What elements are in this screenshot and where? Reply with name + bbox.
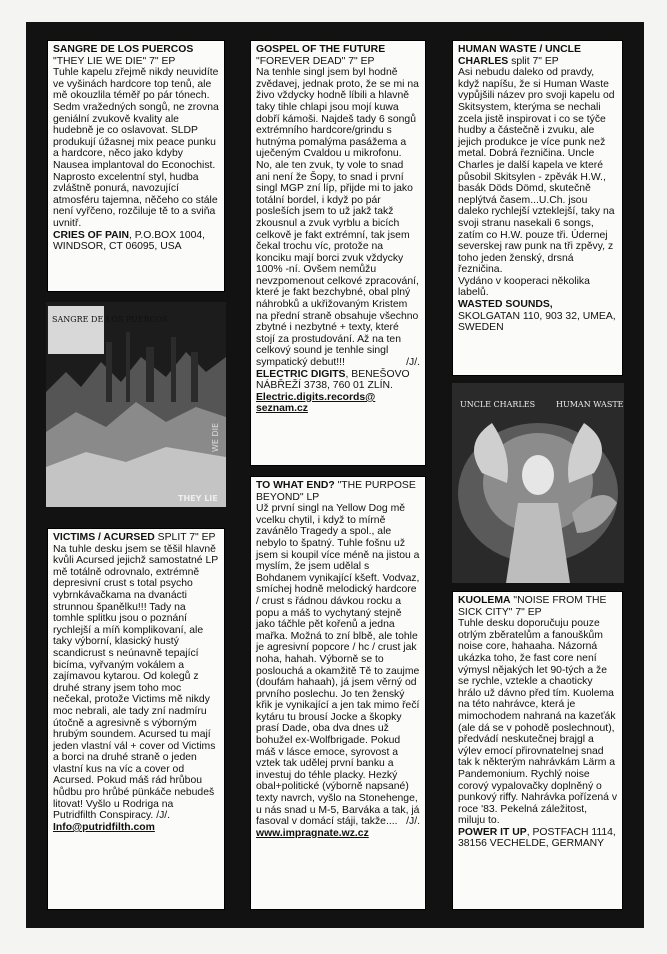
label-name: ELECTRIC DIGITS bbox=[256, 368, 346, 380]
cover-illustration bbox=[452, 383, 624, 583]
cover-illustration bbox=[46, 302, 226, 507]
review-title: VICTIMS / ACURSED bbox=[53, 532, 155, 543]
review-sangre bbox=[47, 40, 225, 292]
cover-side-text: WE DIE bbox=[211, 422, 220, 452]
album-cover-sangre bbox=[46, 302, 226, 507]
review-signature: /J/. bbox=[156, 810, 171, 822]
review-subtitle: "THEY LIE WE DIE" 7" EP bbox=[53, 55, 176, 67]
review-signature: /J/. bbox=[406, 816, 420, 828]
review-victims bbox=[47, 528, 225, 910]
review-kuolema bbox=[452, 591, 623, 910]
review-title: HUMAN WASTE / UNCLE CHARLES bbox=[458, 44, 581, 67]
review-subtitle: split 7" EP bbox=[508, 55, 559, 67]
review-subtitle: SPLIT 7" EP bbox=[154, 532, 216, 543]
label-website[interactable]: www.impragnate.wz.cz bbox=[256, 827, 369, 839]
review-body: Tuhle desku doporučuju pouze otrlým zběratelům a fanouškům noise core, hahaaha. Názorná ukázka toho, že fast core není výmysl nějakých let 90-tých a že se rychle, vztekle a chaoticky hrálo už dávno před tím. Kuolema na této nahrávce, která je mimochodem nahraná na kazeťák (ale dá se v pohodě poslechnout), předvádí neskutečnej brajgl a výlev emocí přirovnatelnej snad tak k některým nahrávkám Lärm a Pandemonium. Rychlý noise corový vypalovačky doplněný o punkový riffy. Nahrávka pořízená v roce '83. Pekelná záležitost, miluju to. bbox=[458, 618, 618, 827]
review-subtitle: "FOREVER DEAD" 7" EP bbox=[256, 55, 375, 67]
review-title: TO WHAT END? bbox=[256, 480, 335, 491]
cover-logo-left: UNCLE CHARLES bbox=[460, 400, 536, 409]
review-title: GOSPEL OF THE FUTURE bbox=[256, 44, 386, 55]
review-title: SANGRE DE LOS PUERCOS bbox=[53, 44, 194, 55]
review-to-what-end bbox=[250, 476, 426, 910]
label-address: , P.O.BOX 1004, WINDSOR, CT 06095, USA bbox=[53, 229, 206, 253]
review-body: Asi nebudu daleko od pravdy, když napíšu, že si Human Waste vypůjšili název pro svoji kapelu od Skitsystem, kterýma se nechali zcela jistě inspirovat i co se týče hudby a částečně i zvuku, ale jejich produkce je více punk než metal. Dobrá řezničina. Uncle Charles je další kapela ve které působil Skitsylen - zpěvák H.W., basák Döds Dömd, skutečně neplýtvá časem...U.Ch. jsou daleko rychlejší vzteklejší, taky na svoji stranu nasekali 6 songs, zatím co H.W. pouze tři. Údernej severskej raw punk na tři zpěvy, z toho jeden ženský, drsná řezničina. bbox=[458, 67, 615, 276]
review-body: Už první singl na Yellow Dog mě vcelku chytil, i když to mírně zavánělo Tragedy a spol., ale nebylo to špatný. Tuhle fošnu už jsem si koupil více méně na jistou a myslím, že jsem udělal s Bohdanem vynikající kšeft. Vodvaz, smíchej hodně melodický hardcore / crust s řádnou dávkou rocku a popu a máš to vychytaný stejně jako táčhle pět kořenů a jedna mařka. Možná to zní blbě, ale tohle je agresivní popcore / hc / crust jak noha, hahah. Výborně se to poslouchá a okamžitě Tě to zaujme (doufám hahaah), já jsem věrný od prvního poslechu. Jo ten ženský křik je vynikající a jen tak mimo řečí kytáru tu brousí Jocke a škopky prasí Dade, oba dva dnes už bohužel ex-Wolfbrigade. Pokud máš v lásce emoce, syrovost a vztek tak udělej první banku a investuj do téhle placky. Hezký obal+politické (výborně napsané) texty navrch, vyšlo na Stonehenge, u nás snad u M-5, Barváka a tak, já fasoval v domácí stáji, takže.... bbox=[256, 503, 420, 828]
review-gospel bbox=[250, 40, 426, 466]
review-note: Vydáno v kooperaci několika labelů. bbox=[458, 275, 590, 299]
review-title: KUOLEMA bbox=[458, 595, 511, 606]
album-cover-human-waste bbox=[452, 383, 624, 583]
label-name: CRIES OF PAIN bbox=[53, 229, 130, 241]
cover-logo: SANGRE DE LOS PUERCOS bbox=[52, 315, 168, 324]
label-email[interactable]: Electric.digits.records@ seznam.cz bbox=[256, 391, 376, 415]
cover-bottom-text: THEY LIE bbox=[178, 494, 218, 503]
review-subtitle: "NOISE FROM THE SICK CITY" 7" EP bbox=[458, 595, 607, 618]
review-body: Na tenhle singl jsem byl hodně zvědavej, jednak proto, že se mi na živo vždycky hodně líbili a hlavně taky tihle chlapi jsou mojí kuwa dobří kámoši. Najdeš tady 6 songů extrémního hardcore/grindu s hutnýma pomalýma pasážema a uječeným Cvaldou u mikrofonu. No, ale ten zvuk, ty vole to snad ani není že Šopy, to snad i první singl MGP zní líp, přijde mi to jako totální bordel, i když po pár posleších jsem to už jakž takž zkousnul a zvuk vyrblu a bicích celkově je fakt extrémní, tak jsem čekal trochu víc, protože na konciku mají borci zvuk vždycky 100% -ní. Ovšem nemůžu nevzpomenout celkové zpracování, které je fakt bezchybné, obal plný náhrobků a ukřižovaným Kristem na přední straně obsahuje všechno zbytné i nezbytné + texty, které stojí za prostudování. Až na ten celkový sound je tenhle singl sympatický debut!!! bbox=[256, 67, 419, 369]
review-body: Na tuhle desku jsem se těšil hlavně kvůli Acursed jejichž samostatné LP mě totálně odrovnalo, extrémně depresivní crust s total psycho vybrnkávačkama na dvanácti strunnou španělku!!! Tady na tomhle splitku jsou o poznání rychlejší a míň komplikovaní, ale taky výborní, klasický hustý scandicrust s neúnavně tepající bicíma, vyřvaným vokálem a zajímavou kytarou. Od kolegů z druhé strany jsem toho moc nečekal, protože Victims mě nikdy moc nebrali, ale tady zní nadmíru útočně a agresivně s výborným hrubým soundem. Acursed tu mají jeden vlastní vál + cover od Victims a borci na druhé straně o jeden vlastní kus na víc a cover od Acursed. Pokud máš rád hrůbou hůdbu pro hrůbé pünkáče nebudeš litovat! Vyšlo u Rodriga na Putridfilth Conspiracy. bbox=[53, 543, 218, 822]
label-email[interactable]: Info@putridfilth.com bbox=[53, 821, 155, 833]
review-signature: /J/. bbox=[406, 357, 420, 369]
review-subtitle: "THE PURPOSE BEYOND" LP bbox=[256, 480, 416, 503]
label-address: , POSTFACH 1114, 38156 VECHELDE, GERMANY bbox=[458, 826, 616, 850]
review-human-waste bbox=[452, 40, 623, 376]
cover-logo-right: HUMAN WASTE bbox=[556, 400, 624, 409]
label-address: SKOLGATAN 110, 903 32, UMEA, SWEDEN bbox=[458, 310, 616, 334]
review-body: Tuhle kapelu zřejmě nikdy neuvidíte ve vyšinách hardcore top tenů, ale mě okouzlila téměř po pár tónech. Sedm vražedných songů, ne zrovna geniální zvukově kvality ale hudebně je co oslavovat. SLDP produkují úžasnej mix peace punku a hardcore, něco jako kdyby Nausea implantoval do Econochist. Naprosto excelentní styl, hudba zvláštně ponurá, navozující atmosféru tajemna, něčeho co stále není vyřčeno, rozčiluje tě to a sviňa uvnitř. bbox=[53, 67, 219, 229]
label-name: POWER IT UP bbox=[458, 826, 527, 838]
label-address: , BENEŠOVO NÁBŘEŽÍ 3738, 760 01 ZLÍN. bbox=[256, 368, 410, 392]
label-name: WASTED SOUNDS, bbox=[458, 299, 553, 311]
